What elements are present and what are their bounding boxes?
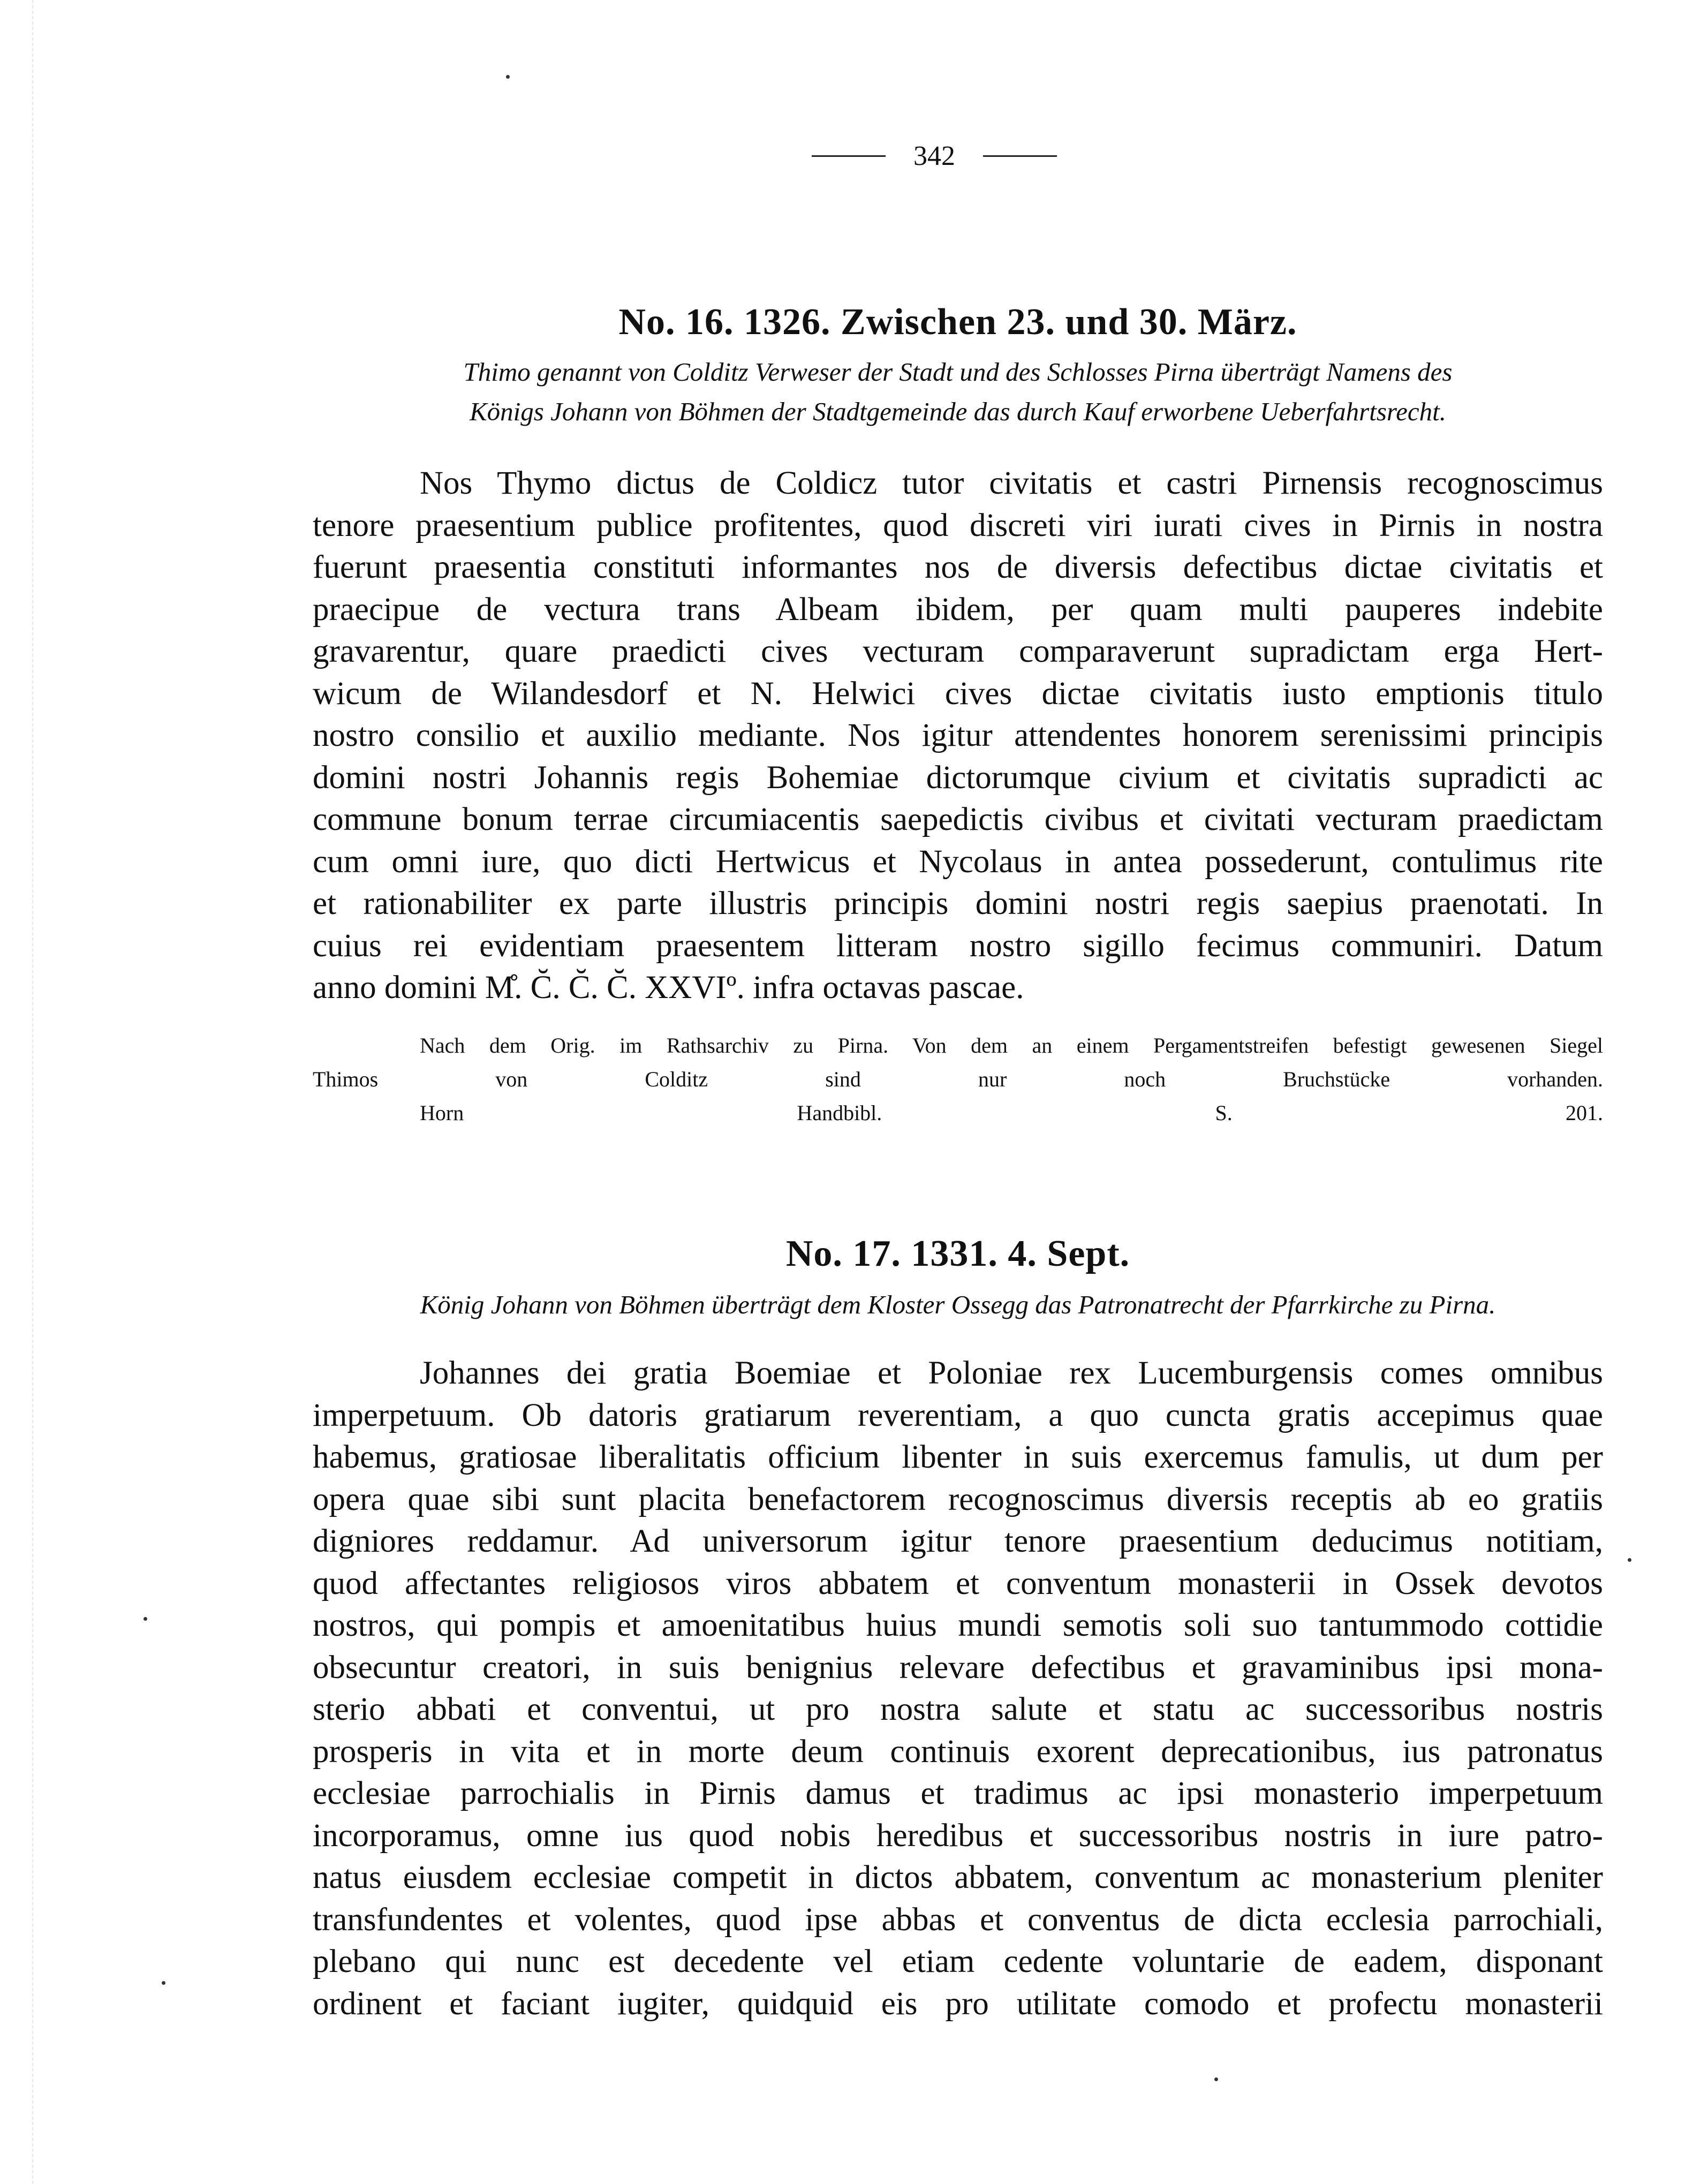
text-line: wicum de Wilandesdorf et N. Helwici cives dictae civitatis iusto emptionis titulo bbox=[313, 675, 1603, 712]
document-16-text bbox=[313, 463, 1603, 1009]
scan-speck bbox=[1214, 2077, 1218, 2081]
scan-speck bbox=[143, 1617, 147, 1621]
text-line: digniores reddamur. Ad universorum igitur tenore praesentium deducimus notitiam, bbox=[313, 1523, 1603, 1559]
document-17 bbox=[313, 1227, 1603, 2025]
regest-line: Thimo genannt von Colditz Verweser der Stadt und des Schlosses Pirna überträgt Namens des bbox=[463, 357, 1453, 387]
page-header bbox=[750, 140, 1119, 172]
text-line: tenore praesentium publice profitentes, quod discreti viri iurati cives in Pirnis in nostra bbox=[313, 507, 1603, 543]
note-line: Nach dem Orig. im Rathsarchiv zu Pirna. Von dem an einem Pergamentstreifen befestigt gewesenen Siegel bbox=[420, 1033, 1603, 1057]
text-line: commune bonum terrae circumiacentis saepedictis civibus et civitati vecturam praedictam bbox=[313, 802, 1603, 837]
text-line: obsecuntur creatori, in suis benignius relevare defectibus et gravaminibus ipsi mona- bbox=[313, 1649, 1603, 1686]
text-line: Nos Thymo dictus de Coldicz tutor civitatis et castri Pirnensis recognoscimus bbox=[420, 465, 1603, 501]
text-line: incorporamus, omne ius quod nobis heredibus et successoribus nostris in iure patro- bbox=[313, 1817, 1603, 1854]
text-line: ordinent et faciant iugiter, quidquid eis pro utilitate comodo et profectu monasterii bbox=[313, 1985, 1603, 2022]
header-rule-left bbox=[812, 155, 886, 157]
text-line: Johannes dei gratia Boemiae et Poloniae rex Lucemburgensis comes omnibus bbox=[420, 1355, 1603, 1391]
text-line: et rationabiliter ex parte illustris principis domini nostri regis saepius praenotati. In bbox=[313, 886, 1603, 921]
text-line: anno domini M̊. C̆. C̆. C̆. XXVIº. infra octavas pascae. bbox=[313, 970, 1024, 1006]
text-line: ecclesiae parrochialis in Pirnis damus et tradimus ac ipsi monasterio imperpetuum bbox=[313, 1775, 1603, 1811]
text-line: opera quae sibi sunt placita benefactorem recognoscimus diversis receptis ab eo gratiis bbox=[313, 1481, 1603, 1517]
document-16-heading: No. 16. 1326. Zwischen 23. und 30. März. bbox=[618, 301, 1297, 343]
scan-speck bbox=[162, 1981, 165, 1985]
text-line: domini nostri Johannis regis Bohemiae dictorumque civium et civitatis supradicti ac bbox=[313, 759, 1603, 796]
text-line: sterio abbati et conventui, ut pro nostra salute et statu ac successoribus nostris bbox=[313, 1691, 1603, 1727]
scan-edge-artifact bbox=[32, 0, 76, 2184]
header-rule-right bbox=[983, 155, 1057, 157]
regest-line: König Johann von Böhmen überträgt dem Kloster Ossegg das Patronatrecht der Pfarrkirche zu Pirna. bbox=[420, 1290, 1496, 1319]
scan-speck bbox=[1628, 1558, 1631, 1562]
text-line: natus eiusdem ecclesiae competit in dictos abbatem, conventum ac monasterium pleniter bbox=[313, 1860, 1603, 1895]
text-line: nostro consilio et auxilio mediante. Nos igitur attendentes honorem serenissimi principis bbox=[313, 717, 1603, 753]
text-line: nostros, qui pompis et amoenitatibus huius mundi semotis soli suo tantummodo cottidie bbox=[313, 1607, 1603, 1643]
text-line: gravarentur, quare praedicti cives vecturam comparaverunt supradictam erga Hert- bbox=[313, 633, 1603, 669]
text-line: prosperis in vita et in morte deum continuis exorent deprecationibus, ius patronatus bbox=[313, 1733, 1603, 1770]
text-line: transfundentes et volentes, quod ipse abbas et conventus de dicta ecclesia parrochiali, bbox=[313, 1901, 1603, 1938]
text-line: habemus, gratiosae liberalitatis officium libenter in suis exercemus famulis, ut dum per bbox=[313, 1439, 1603, 1475]
text-line: quod affectantes religiosos viros abbatem et conventum monasterii in Ossek devotos bbox=[313, 1565, 1603, 1601]
text-line: imperpetuum. Ob datoris gratiarum reverentiam, a quo cuncta gratis accepimus quae bbox=[313, 1397, 1603, 1433]
document-17-regest bbox=[313, 1285, 1603, 1325]
document-17-text bbox=[313, 1352, 1603, 2025]
document-16-regest bbox=[313, 352, 1603, 432]
note-line: Horn Handbibl. S. 201. bbox=[420, 1100, 1603, 1125]
page-number: 342 bbox=[913, 141, 955, 171]
document-16-source-note bbox=[313, 1029, 1603, 1130]
regest-line: Königs Johann von Böhmen der Stadtgemeinde das durch Kauf erworbene Ueberfahrtsrecht. bbox=[469, 397, 1447, 426]
note-line: Thimos von Colditz sind nur noch Bruchstücke vorhanden. bbox=[313, 1067, 1603, 1091]
text-line: fuerunt praesentia constituti informantes nos de diversis defectibus dictae civitatis et bbox=[313, 549, 1603, 585]
text-line: plebano qui nunc est decedente vel etiam cedente voluntarie de eadem, disponant bbox=[313, 1944, 1603, 1979]
text-line: praecipue de vectura trans Albeam ibidem, per quam multi pauperes indebite bbox=[313, 591, 1603, 628]
text-line: cuius rei evidentiam praesentem litteram nostro sigillo fecimus communiri. Datum bbox=[313, 927, 1603, 964]
scan-speck bbox=[506, 75, 510, 79]
document-17-heading: No. 17. 1331. 4. Sept. bbox=[785, 1233, 1130, 1274]
text-line: cum omni iure, quo dicti Hertwicus et Nycolaus in antea possederunt, contulimus rite bbox=[313, 843, 1603, 880]
document-16 bbox=[313, 296, 1603, 1130]
